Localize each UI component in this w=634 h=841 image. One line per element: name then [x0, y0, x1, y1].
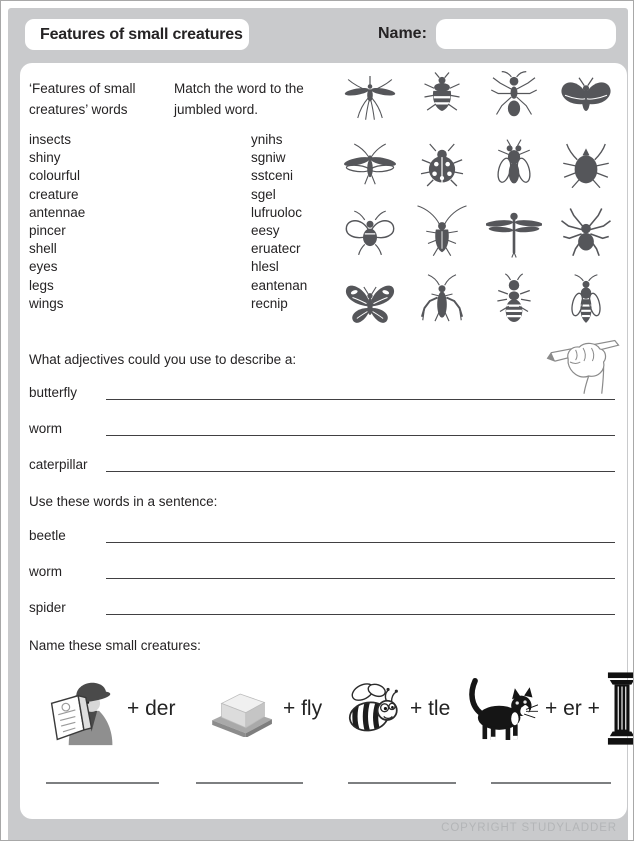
fill-in-row: [29, 453, 618, 475]
write-in-line[interactable]: [106, 399, 615, 400]
pillar-icon: [607, 671, 634, 747]
cricket-icon: [406, 199, 478, 267]
spider-icon: [550, 199, 622, 267]
rebus-suffix: + tle: [410, 697, 451, 720]
name-input[interactable]: [436, 19, 616, 49]
jumbled-word: eesy: [251, 223, 280, 239]
fill-in-label: butterfly: [29, 385, 78, 400]
feature-word: antennae: [29, 204, 86, 220]
fill-in-row: [29, 560, 618, 582]
butter-icon: [210, 681, 276, 737]
feature-word: pincer: [29, 223, 66, 239]
rebus-answer-line[interactable]: [348, 782, 456, 784]
ladybug-icon: [406, 131, 478, 199]
adjectives-rows: [29, 381, 618, 489]
write-in-line[interactable]: [106, 471, 615, 472]
rebus-suffix: + der: [127, 697, 176, 720]
termite-icon: [478, 267, 550, 335]
word-list-heading: ‘Features of small creatures’ words: [29, 81, 136, 117]
jumbled-word-list: [251, 131, 307, 313]
jumbled-word: lufruoloc: [251, 204, 303, 220]
copyright-text: COPYRIGHT STUDYLADDER: [441, 822, 617, 834]
bee-icon: [340, 679, 403, 740]
sentences-rows: [29, 524, 618, 632]
jumbled-word: sgniw: [251, 150, 286, 166]
fill-in-row: [29, 417, 618, 439]
wasp-icon: [550, 267, 622, 335]
sentences-heading: Use these words in a sentence:: [29, 494, 218, 509]
name-label: Name:: [378, 25, 427, 42]
mantis-icon: [334, 199, 406, 267]
lacewing-icon: [334, 131, 406, 199]
rebus-suffix: + er +: [545, 697, 600, 720]
rebus-row: [20, 663, 627, 755]
jumbled-word: ynihs: [251, 132, 283, 147]
write-in-line[interactable]: [106, 578, 615, 579]
feature-word: wings: [29, 295, 64, 311]
spy-icon: [44, 671, 120, 747]
feature-word: shell: [29, 241, 57, 257]
rebus-answer-line[interactable]: [491, 782, 611, 784]
feature-word: legs: [29, 277, 54, 293]
bedbug-icon: [406, 63, 478, 131]
fill-in-label: worm: [29, 421, 62, 436]
fill-in-row: [29, 381, 618, 403]
rebus-item: [464, 663, 634, 755]
feature-word: colourful: [29, 168, 81, 184]
jumbled-word: sgel: [251, 186, 276, 202]
feature-word-list: [29, 131, 85, 313]
rebus-suffix: + fly: [283, 697, 323, 720]
rebus-answer-line[interactable]: [46, 782, 159, 784]
rebus-item: [210, 663, 322, 755]
worksheet-card: [20, 63, 627, 819]
dragonfly-icon: [478, 199, 550, 267]
insect-grid: [334, 63, 622, 335]
worksheet-title-box: [25, 19, 249, 50]
page-title: Features of small creatures: [40, 25, 243, 43]
feature-word: eyes: [29, 259, 58, 275]
jumbled-word: recnip: [251, 295, 288, 311]
write-in-line[interactable]: [106, 542, 615, 543]
fill-in-label: beetle: [29, 528, 66, 543]
rebus-item: [340, 663, 450, 755]
butterfly-icon: [334, 267, 406, 335]
ant-icon: [478, 63, 550, 131]
rebus-heading: Name these small creatures:: [29, 638, 201, 653]
feature-word: insects: [29, 132, 72, 147]
fill-in-label: spider: [29, 600, 66, 615]
jumbled-word: sstceni: [251, 168, 294, 184]
rebus-answer-line[interactable]: [196, 782, 303, 784]
fill-in-row: [29, 596, 618, 618]
fly-icon: [478, 131, 550, 199]
rebus-item: [44, 663, 175, 755]
adjectives-heading: What adjectives could you use to describe a:: [29, 352, 297, 367]
write-in-line[interactable]: [106, 435, 615, 436]
moth-icon: [550, 63, 622, 131]
grasshopper-icon: [406, 267, 478, 335]
feature-word: shiny: [29, 150, 61, 166]
mosquito-icon: [334, 63, 406, 131]
jumbled-word: eantenan: [251, 277, 308, 293]
jumbled-word: eruatecr: [251, 241, 301, 257]
fill-in-label: caterpillar: [29, 457, 88, 472]
feature-word: creature: [29, 186, 79, 202]
match-instruction: Match the word to the jumbled word.: [174, 81, 304, 117]
fill-in-row: [29, 524, 618, 546]
tick-icon: [550, 131, 622, 199]
fill-in-label: worm: [29, 564, 62, 579]
write-in-line[interactable]: [106, 614, 615, 615]
jumbled-word: hlesl: [251, 259, 279, 275]
cat-icon: [464, 674, 538, 744]
